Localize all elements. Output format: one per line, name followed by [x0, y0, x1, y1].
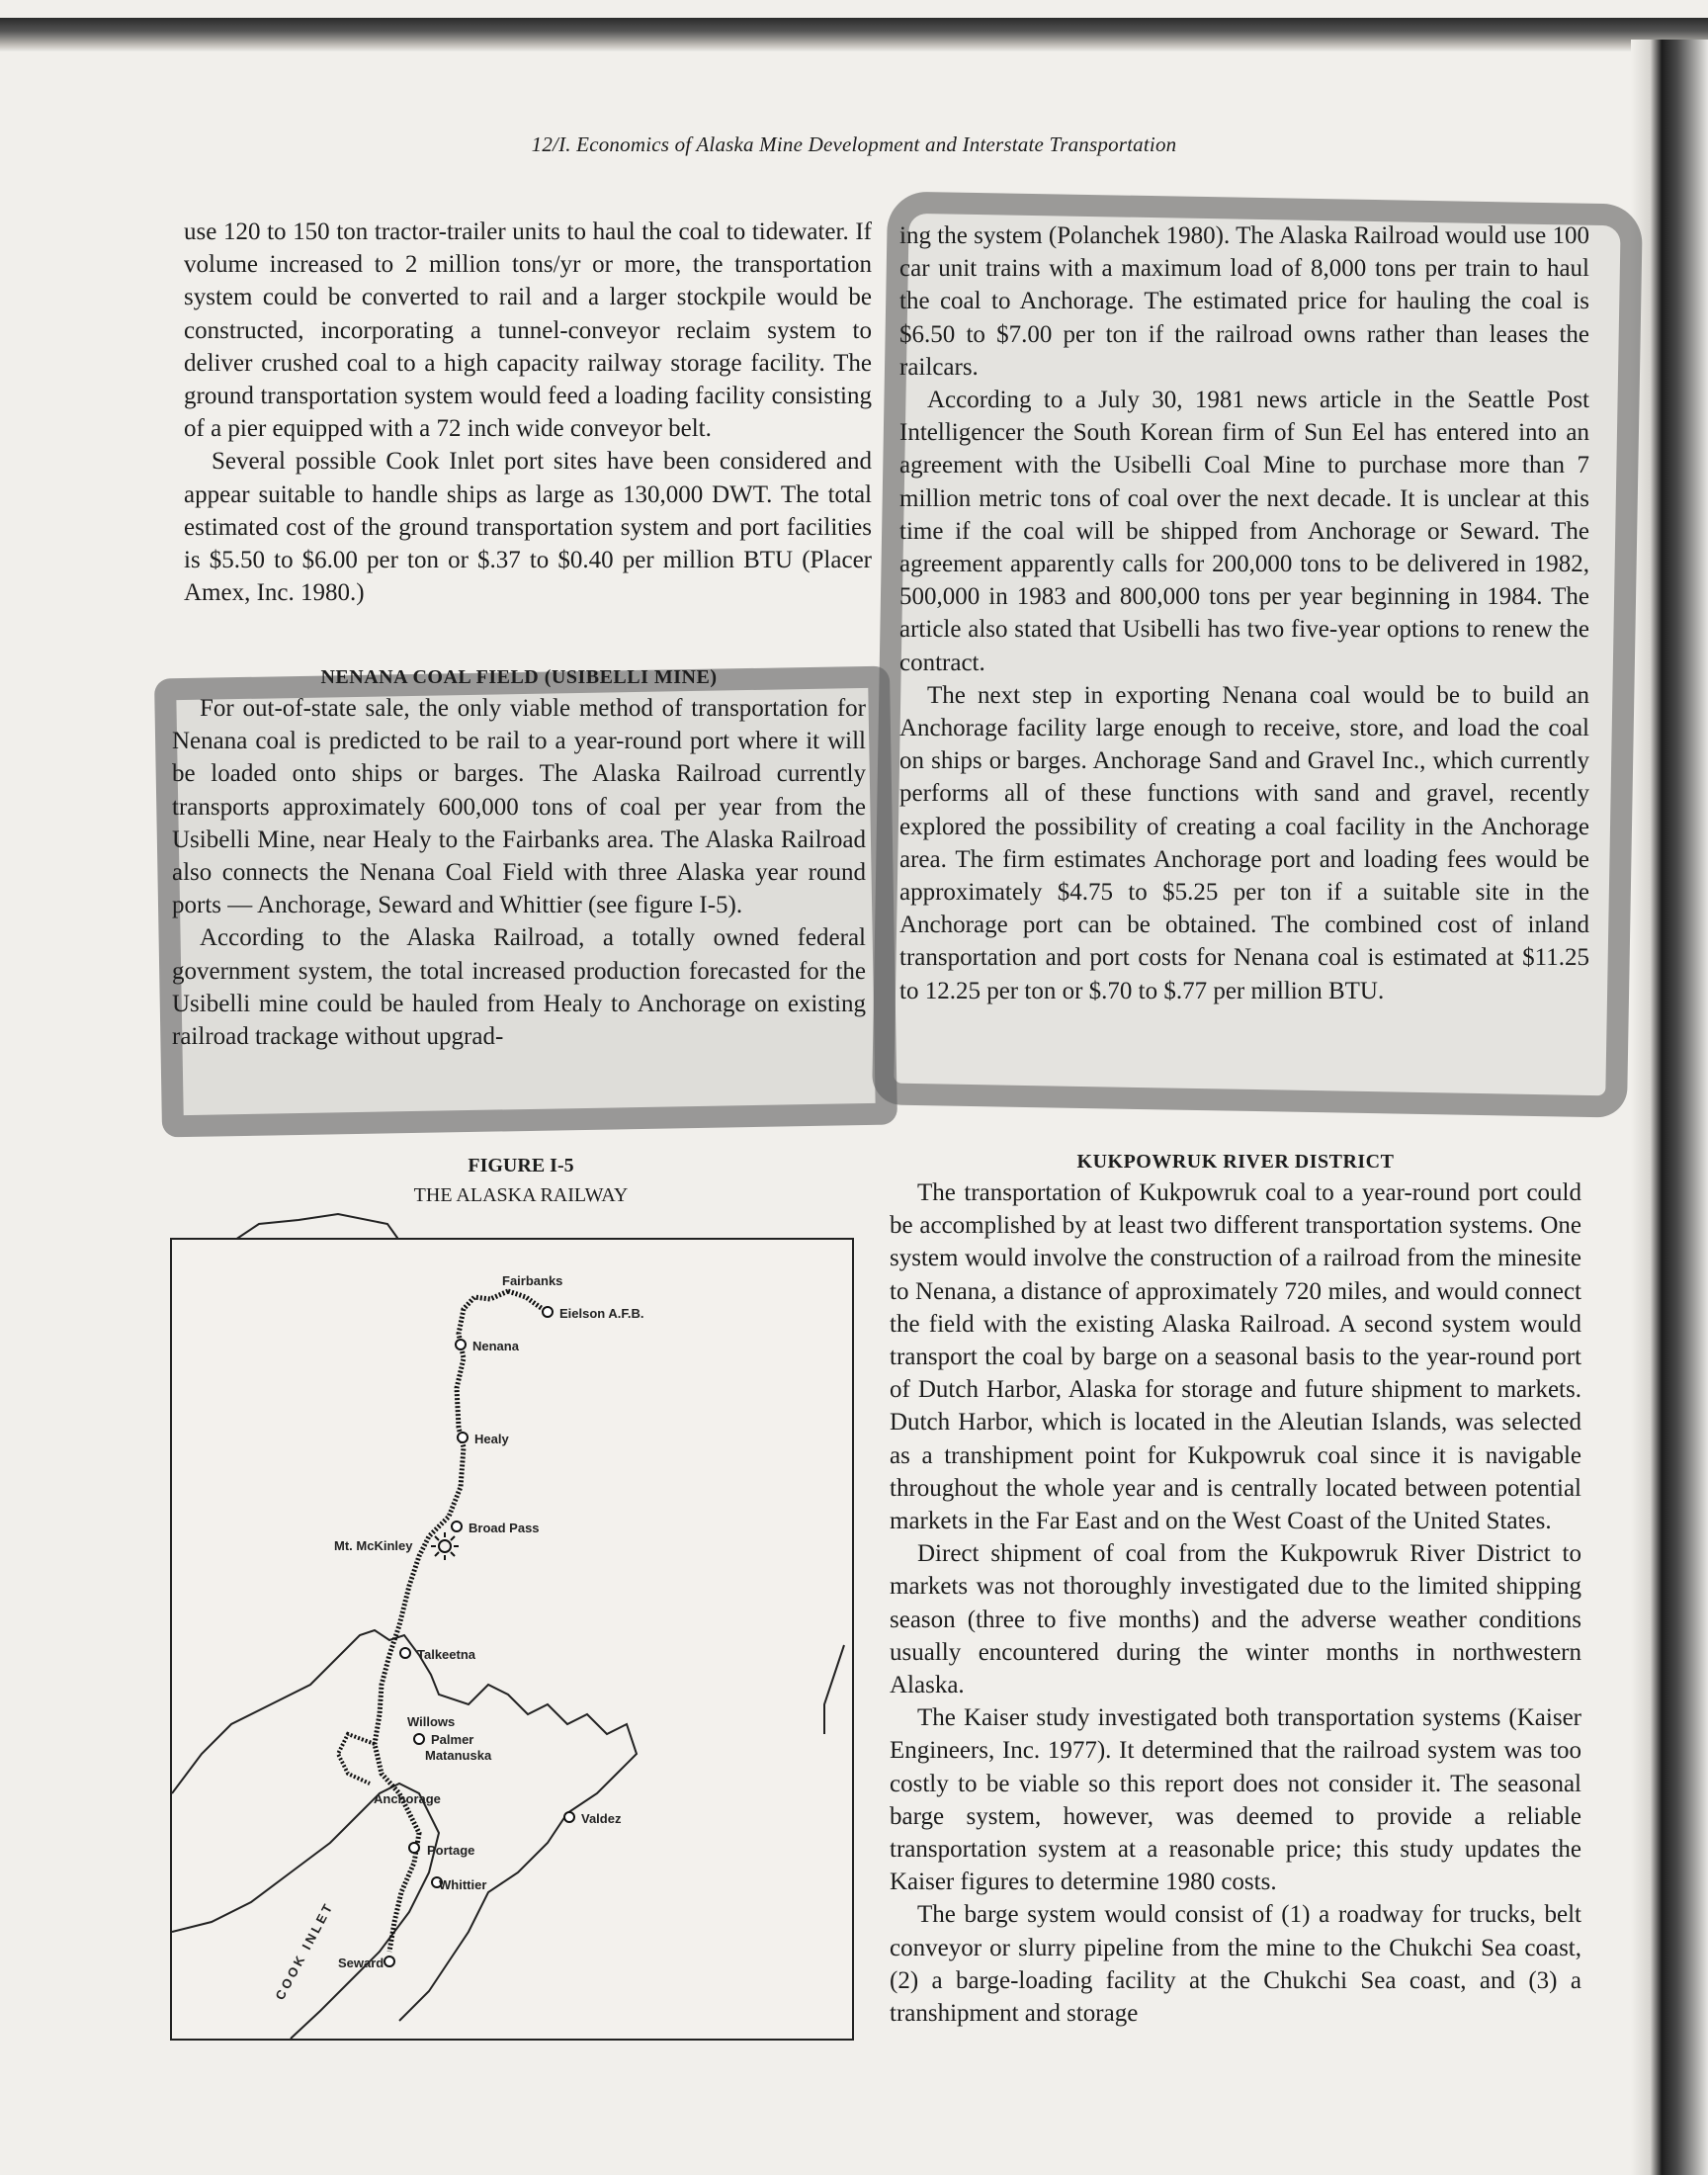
- label-seward: Seward: [338, 1956, 384, 1970]
- railway-map-svg: [172, 1240, 852, 2039]
- section-heading: NENANA COAL FIELD (USIBELLI MINE): [320, 666, 718, 688]
- paragraph: The barge system would consist of (1) a roadway for trucks, belt conveyor or slurry pipeline from the mine to the Chukchi Sea coast, (2) a barge-loading facility at the Chukchi Sea coast, and (3) a transhipment and storage: [890, 1901, 1581, 2028]
- label-matanuska: Matanuska: [425, 1748, 492, 1763]
- label-willows: Willows: [407, 1714, 456, 1729]
- railroad-anchorage-loop: [338, 1734, 375, 1784]
- station-broad-pass: [452, 1522, 462, 1531]
- paragraph: Several possible Cook Inlet port sites have been considered and appear suitable to handle ships as large as 130,000 DWT. The total estimated cost of the ground transportation system and port facilities is $5.50 to $6.00 per ton or $.37 to $0.40 per million BTU (Placer Amex, Inc. 1980.): [184, 448, 872, 607]
- station-eielson: [543, 1307, 553, 1317]
- coastline: [172, 1630, 637, 2021]
- label-nenana: Nenana: [472, 1339, 519, 1353]
- railroad-spur-eielson: [508, 1291, 546, 1311]
- paragraph: use 120 to 150 ton tractor-trailer units to haul the coal to tidewater. If volume increased to 2 million tons/yr or more, the transportation system could be converted to rail and a larger stockpile would be constructed, incorporating a tunnel-conveyor reclaim system to deliver crushed coal to a high capacity railway storage facility. The ground transportation system would feed a loading facility consisting of a pier equipped with a 72 inch wide conveyor belt.: [184, 218, 872, 443]
- scan-right-edge: [1631, 40, 1708, 2175]
- paragraph: According to a July 30, 1981 news article in the Seattle Post Intelligencer the South Korean firm of Sun Eel has entered into an agreement with the Usibelli Coal Mine to purchase more than 7 million metric tons of coal over the next decade. It is unclear at this time if the coal will be shipped from Anchorage or Seward. The agreement apparently calls for 200,000 tons to be delivered in 1982, 500,000 in 1983 and 800,000 tons per year beginning in 1984. The article also stated that Usibelli has two five-year options to renew the contract.: [899, 387, 1589, 676]
- running-head: 12/I. Economics of Alaska Mine Development and Interstate Transportation: [531, 132, 1177, 156]
- label-cook-inlet: COOK INLET: [272, 1899, 337, 2003]
- paragraph: The Kaiser study investigated both transportation systems (Kaiser Engineers, Inc. 1977). It determined that the railroad system was too costly to be viable so this report does not consider it. The seasonal barge system, however, was deemed to provide a reliable transportation system at a reasonable price; this study updates the Kaiser figures to determine 1980 costs.: [890, 1704, 1581, 1896]
- scan-top-edge: [0, 18, 1708, 51]
- label-palmer: Palmer: [431, 1732, 474, 1747]
- paragraph: ing the system (Polanchek 1980). The Alaska Railroad would use 100 car unit trains with a maximum load of 8,000 tons per train to haul the coal to Anchorage. The estimated price for hauling the coal is $6.50 to $7.00 per ton if the railroad owns rather than leases the railcars.: [899, 222, 1589, 381]
- cook-inlet-coast: [172, 1784, 439, 2039]
- coastline-east: [824, 1645, 844, 1734]
- station-palmer: [414, 1734, 424, 1744]
- paragraph: The next step in exporting Nenana coal would be to build an Anchorage facility large enough to receive, store, and load the coal on ships or barges. Anchorage Sand and Gravel Inc., which currently performs all of these functions with sand and gravel, recently explored the possibility of creating a coal facility in the Anchorage area. The firm estimates Anchorage port and loading fees would be approximately $4.75 to $5.25 per ton if a suitable site in the Anchorage port can be obtained. The combined cost of inland transportation and port costs for Nenana coal is estimated at $11.25 to 12.25 per ton or $.70 to $.77 per million BTU.: [899, 681, 1589, 1004]
- label-talkeetna: Talkeetna: [417, 1647, 476, 1662]
- paragraph: The transportation of Kukpowruk coal to a year-round port could be accomplished by at least two different transportation systems. One system would involve the construction of a railroad from the minesite to Nenana, a distance of approximately 720 miles, and would connect the field with the existing Alaska Railroad. A second system would transport the coal by barge on a seasonal basis to the year-round port of Dutch Harbor, Alaska for storage and future shipment to markets. Dutch Harbor, which is located in the Aleutian Islands, was selected as a transhipment point for Kukpowruk coal since it is navigable throughout the whole year and is centrally located between potential markets in the Far East and on the West Coast of the United States.: [890, 1179, 1581, 1535]
- label-whittier: Whittier: [439, 1877, 487, 1892]
- label-valdez: Valdez: [581, 1811, 622, 1826]
- kukpowruk-section: [890, 1147, 1581, 2030]
- mt-mckinley-symbol: [431, 1532, 459, 1560]
- label-portage: Portage: [427, 1843, 475, 1858]
- section-heading: KUKPOWRUK RIVER DISTRICT: [1076, 1151, 1395, 1173]
- station-portage: [409, 1843, 419, 1853]
- right-column-top: [899, 219, 1589, 1007]
- station-nenana: [456, 1340, 466, 1349]
- station-healy: [458, 1433, 468, 1442]
- station-seward: [384, 1957, 394, 1966]
- figure-title: THE ALASKA RAILWAY: [413, 1184, 629, 1206]
- label-broad-pass: Broad Pass: [469, 1521, 540, 1535]
- left-column-top: [184, 216, 872, 609]
- paragraph: Direct shipment of coal from the Kukpowruk River District to markets was not thoroughly investigated due to the limited shipping season (three to five months) and the adverse weather conditions usually encountered during the winter months in northwestern Alaska.: [890, 1540, 1581, 1699]
- label-fairbanks: Fairbanks: [502, 1273, 563, 1288]
- station-valdez: [564, 1812, 574, 1822]
- nenana-section: [172, 662, 866, 1053]
- station-talkeetna: [400, 1648, 410, 1658]
- figure-number: FIGURE I-5: [468, 1155, 574, 1176]
- label-eielson: Eielson A.F.B.: [559, 1306, 644, 1321]
- label-mt-mckinley: Mt. McKinley: [334, 1538, 413, 1553]
- railway-map: [170, 1238, 854, 2041]
- label-anchorage: Anchorage: [374, 1791, 441, 1806]
- label-healy: Healy: [474, 1432, 509, 1446]
- paragraph: According to the Alaska Railroad, a totally owned federal government system, the total increased production forecasted for the Usibelli mine could be hauled from Healy to Anchorage on existing railroad trackage without upgrad-: [172, 924, 866, 1051]
- paragraph: For out-of-state sale, the only viable method of transportation for Nenana coal is predicted to be rail to a year-round port where it will be loaded onto ships or barges. The Alaska Railroad currently transports approximately 600,000 tons of coal per year from the Usibelli Mine, near Healy to the Fairbanks area. The Alaska Railroad also connects the Nenana Coal Field with three Alaska year round ports — Anchorage, Seward and Whittier (see figure I-5).: [172, 695, 866, 919]
